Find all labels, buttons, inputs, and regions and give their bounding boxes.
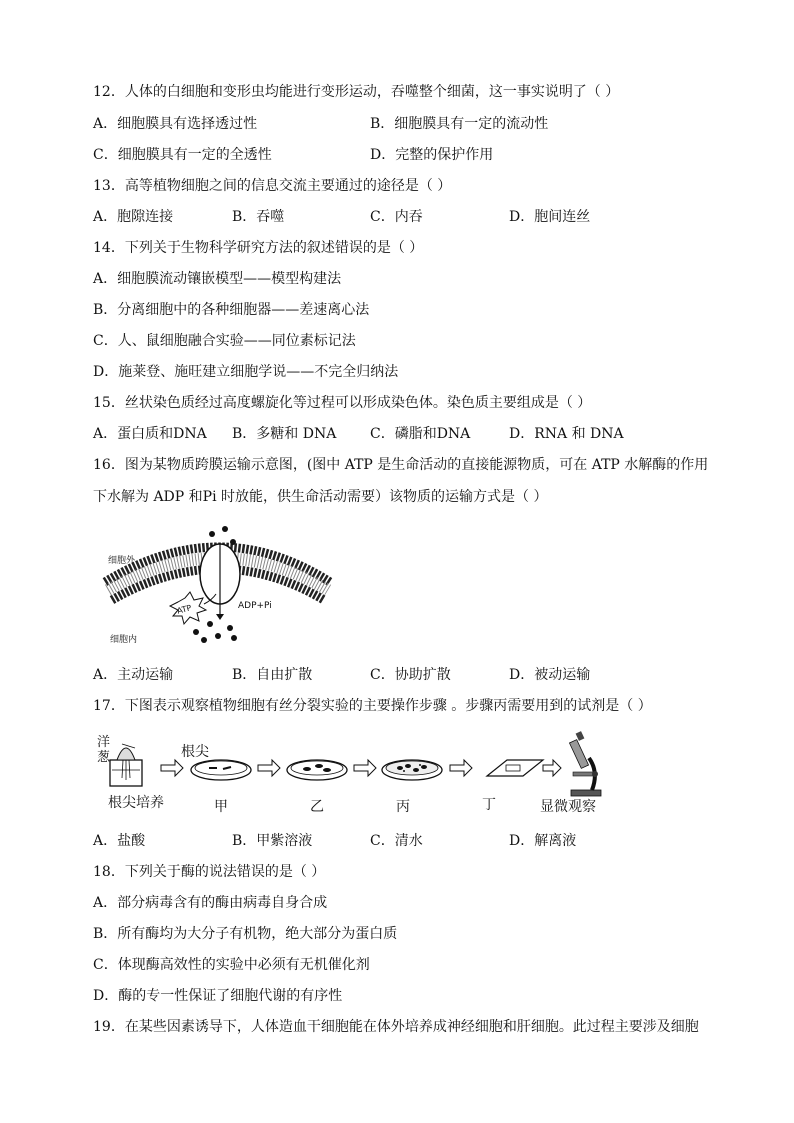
step-yi-label: 乙 [310, 799, 324, 815]
q13-option-c: C．内吞 [370, 209, 423, 225]
dish-jia-icon [191, 760, 251, 780]
question-12-stem: 12．人体的白细胞和变形虫均能进行变形运动，吞噬整个细菌，这一事实说明了（ ） [93, 84, 620, 100]
root-tip-label: 根尖 [181, 744, 209, 760]
q15-option-d: D．RNA 和 DNA [509, 426, 624, 442]
question-18-stem: 18．下列关于酶的说法错误的是（ ） [93, 864, 326, 880]
slide-ding-icon [487, 760, 543, 776]
q18-option-c: C．体现酶高效性的实验中必须有无机催化剂 [93, 957, 370, 973]
q17-option-d: D．解离液 [509, 833, 577, 849]
step-arrow-4 [450, 760, 472, 776]
q15-option-c: C．磷脂和DNA [370, 426, 471, 442]
cell-outside-label: 细胞外 [108, 556, 136, 566]
q16-option-b: B．自由扩散 [232, 667, 313, 683]
q16-option-a: A．主动运输 [93, 667, 174, 683]
q18-option-b: B．所有酶均为大分子有机物，绝大部分为蛋白质 [93, 926, 398, 942]
question-17-stem: 17．下图表示观察植物细胞有丝分裂实验的主要操作步骤 。步骤丙需要用到的试剂是（ ） [93, 698, 652, 714]
question-14-stem: 14．下列关于生物科学研究方法的叙述错误的是（ ） [93, 240, 424, 256]
step-jia-label: 甲 [214, 799, 228, 815]
q16-option-d: D．被动运输 [509, 667, 591, 683]
q12-option-d: D．完整的保护作用 [370, 147, 494, 163]
q18-option-d: D．酶的专一性保证了细胞代谢的有序性 [93, 988, 343, 1004]
q13-option-a: A．胞隙连接 [93, 209, 174, 225]
step-arrow-3 [354, 760, 376, 776]
microscope-icon [569, 731, 601, 796]
q17-option-c: C．清水 [370, 833, 423, 849]
microscope-observation-label: 显微观察 [540, 799, 596, 815]
q15-option-b: B．多糖和 DNA [232, 426, 337, 442]
question-15-stem: 15．丝状染色质经过高度螺旋化等过程可以形成染色体。染色质主要组成是（ ） [93, 395, 592, 411]
q18-option-a: A．部分病毒含有的酶由病毒自身合成 [93, 895, 328, 911]
q14-option-d: D．施莱登、施旺建立细胞学说——不完全归纳法 [93, 364, 399, 380]
q12-option-a: A．细胞膜具有选择透过性 [93, 116, 258, 132]
cell-inside-label: 细胞内 [110, 635, 138, 645]
step-arrow-5 [543, 760, 561, 776]
step-bing-label: 丙 [396, 799, 410, 815]
adp-pi-label: ADP+Pi [238, 601, 272, 611]
q13-option-b: B．吞噬 [232, 209, 285, 225]
root-culture-label: 根尖培养 [108, 795, 164, 811]
dish-bing-icon [382, 760, 442, 780]
dish-yi-icon [287, 760, 347, 780]
q14-option-c: C．人、鼠细胞融合实验——同位素标记法 [93, 333, 356, 349]
question-16-stem-line1: 16．图为某物质跨膜运输示意图，(图中 ATP 是生命活动的直接能源物质，可在 ATP 水解酶的作用 [93, 457, 709, 473]
step-ding-label: 丁 [482, 797, 496, 813]
mitosis-experiment-figure [95, 728, 605, 820]
q12-option-b: B．细胞膜具有一定的流动性 [370, 116, 549, 132]
onion-label: 洋葱 [97, 735, 111, 765]
q16-option-c: C．协助扩散 [370, 667, 451, 683]
q15-option-a: A．蛋白质和DNA [93, 426, 207, 442]
onion-beaker-icon [110, 744, 142, 786]
step-arrow-1 [161, 760, 183, 776]
question-16-stem-line2: 下水解为 ADP 和Pi 时放能，供生命活动需要）该物质的运输方式是（ ） [93, 489, 548, 505]
q17-option-a: A．盐酸 [93, 833, 146, 849]
step-arrow-2 [258, 760, 280, 776]
atp-label: ATP [176, 603, 193, 616]
q12-option-c: C．细胞膜具有一定的全透性 [93, 147, 272, 163]
q17-option-b: B．甲紫溶液 [232, 833, 313, 849]
q14-option-b: B．分离细胞中的各种细胞器——差速离心法 [93, 302, 370, 318]
q13-option-d: D．胞间连丝 [509, 209, 591, 225]
q14-option-a: A．细胞膜流动镶嵌模型——模型构建法 [93, 271, 342, 287]
membrane-transport-figure [100, 520, 340, 650]
question-19-stem: 19．在某些因素诱导下，人体造血干细胞能在体外培养成神经细胞和肝细胞。此过程主要涉及细胞 [93, 1019, 699, 1035]
question-13-stem: 13．高等植物细胞之间的信息交流主要通过的途径是（ ） [93, 178, 452, 194]
